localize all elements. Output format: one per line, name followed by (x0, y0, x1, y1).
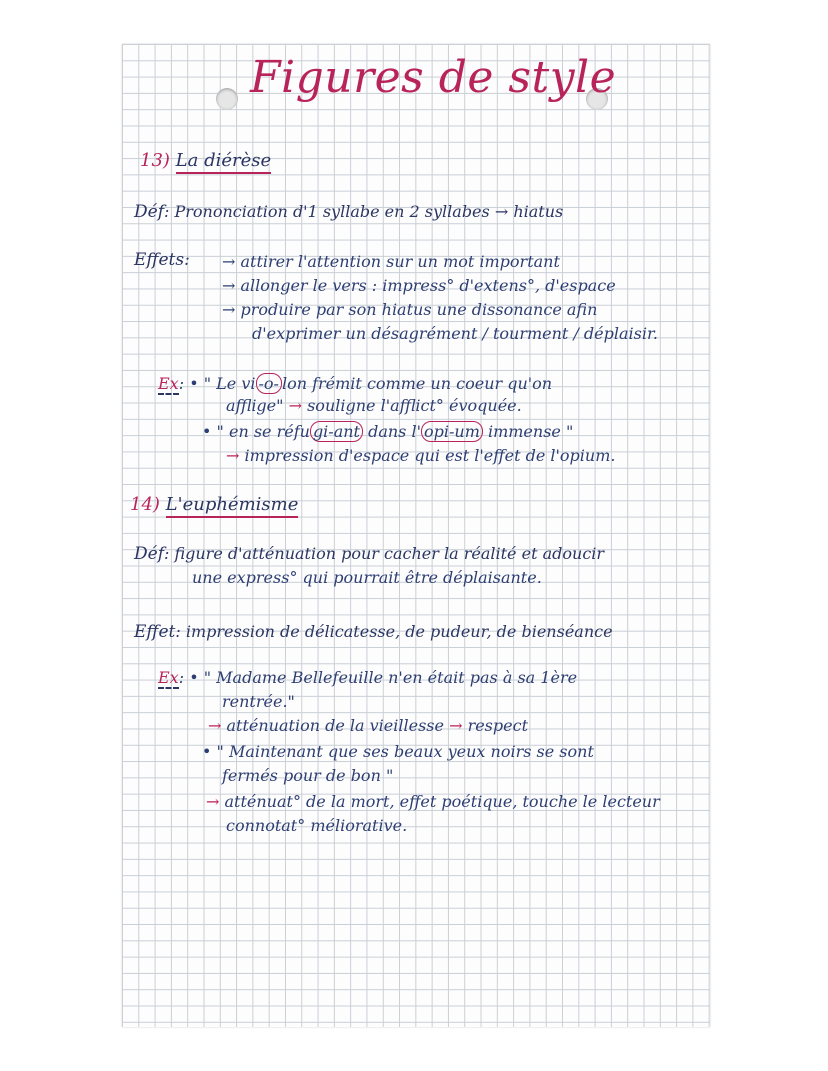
circled-syllables: opi-um (421, 421, 483, 442)
section-13-example-1-cont: afflige" → souligne l'afflict° évoquée. (226, 396, 522, 415)
def-text: : Prononciation d'1 syllabe en 2 syllabes → hiatus (163, 202, 564, 221)
section-13-number: 13) (140, 150, 170, 171)
section-14-definition: Déf: figure d'atténuation pour cacher la réalité et adoucir (134, 544, 605, 564)
section-14-heading (130, 494, 298, 515)
section-14-number: 14) (130, 494, 160, 515)
section-14-example-2-note: → atténuat° de la mort, effet poétique, touche le lecteur (206, 792, 660, 811)
section-13-example-1: Ex: • " Le vi -o- lon frémit comme un coeur qu'on (158, 374, 553, 393)
effect-item: d'exprimer un désagrément / tourment / déplaisir. (252, 324, 658, 343)
arrow-icon: → (288, 396, 302, 415)
section-14-example-2: • " Maintenant que ses beaux yeux noirs se sont (202, 742, 594, 761)
effect-item: → produire par son hiatus une dissonance afin (222, 300, 598, 319)
page-title: Figures de style (250, 52, 617, 103)
section-14-effect: Effet: impression de délicatesse, de pudeur, de bienséance (134, 622, 613, 642)
section-14-example-1: Ex: • " Madame Bellefeuille n'en était pas à sa 1ère (158, 668, 578, 687)
section-13-title: La diérèse (176, 150, 271, 174)
effect-item: → allonger le vers : impress° d'extens°, d'espace (222, 276, 616, 295)
ex-label: Ex (158, 374, 179, 393)
section-14-example-1-cont: rentrée." (222, 692, 295, 711)
ex-label: Ex (158, 668, 179, 687)
effects-label: Effets (134, 250, 185, 270)
grid-paper-sheet (122, 44, 710, 1027)
section-13-example-2: • " en se réfu gi-ant dans l' opi-um immense " (202, 422, 574, 441)
effect-label: Effet (134, 622, 176, 642)
section-14-example-1-note: → atténuation de la vieillesse → respect (208, 716, 528, 735)
effect-item: → attirer l'attention sur un mot important (222, 252, 560, 271)
def-label: Déf (134, 544, 164, 564)
section-14-title: L'euphémisme (166, 494, 299, 518)
circled-syllables: gi-ant (310, 421, 363, 442)
section-13-effects-label: Effets: (134, 250, 190, 270)
punch-hole-left (216, 88, 238, 110)
section-14-definition-cont: une express° qui pourrait être déplaisante. (192, 568, 542, 587)
section-13-example-2-cont: → impression d'espace qui est l'effet de l'opium. (226, 446, 616, 465)
arrow-icon: → (208, 716, 222, 735)
section-13-heading (140, 150, 271, 171)
circled-syllables: -o- (256, 373, 282, 394)
section-13-definition (134, 202, 563, 222)
def-label: Déf (134, 202, 164, 222)
section-14-example-2-note-cont: connotat° méliorative. (226, 816, 408, 835)
arrow-icon: → (226, 446, 240, 465)
section-14-example-2-cont: fermés pour de bon " (222, 766, 394, 785)
arrow-icon: → (206, 792, 220, 811)
arrow-icon: → (449, 716, 463, 735)
